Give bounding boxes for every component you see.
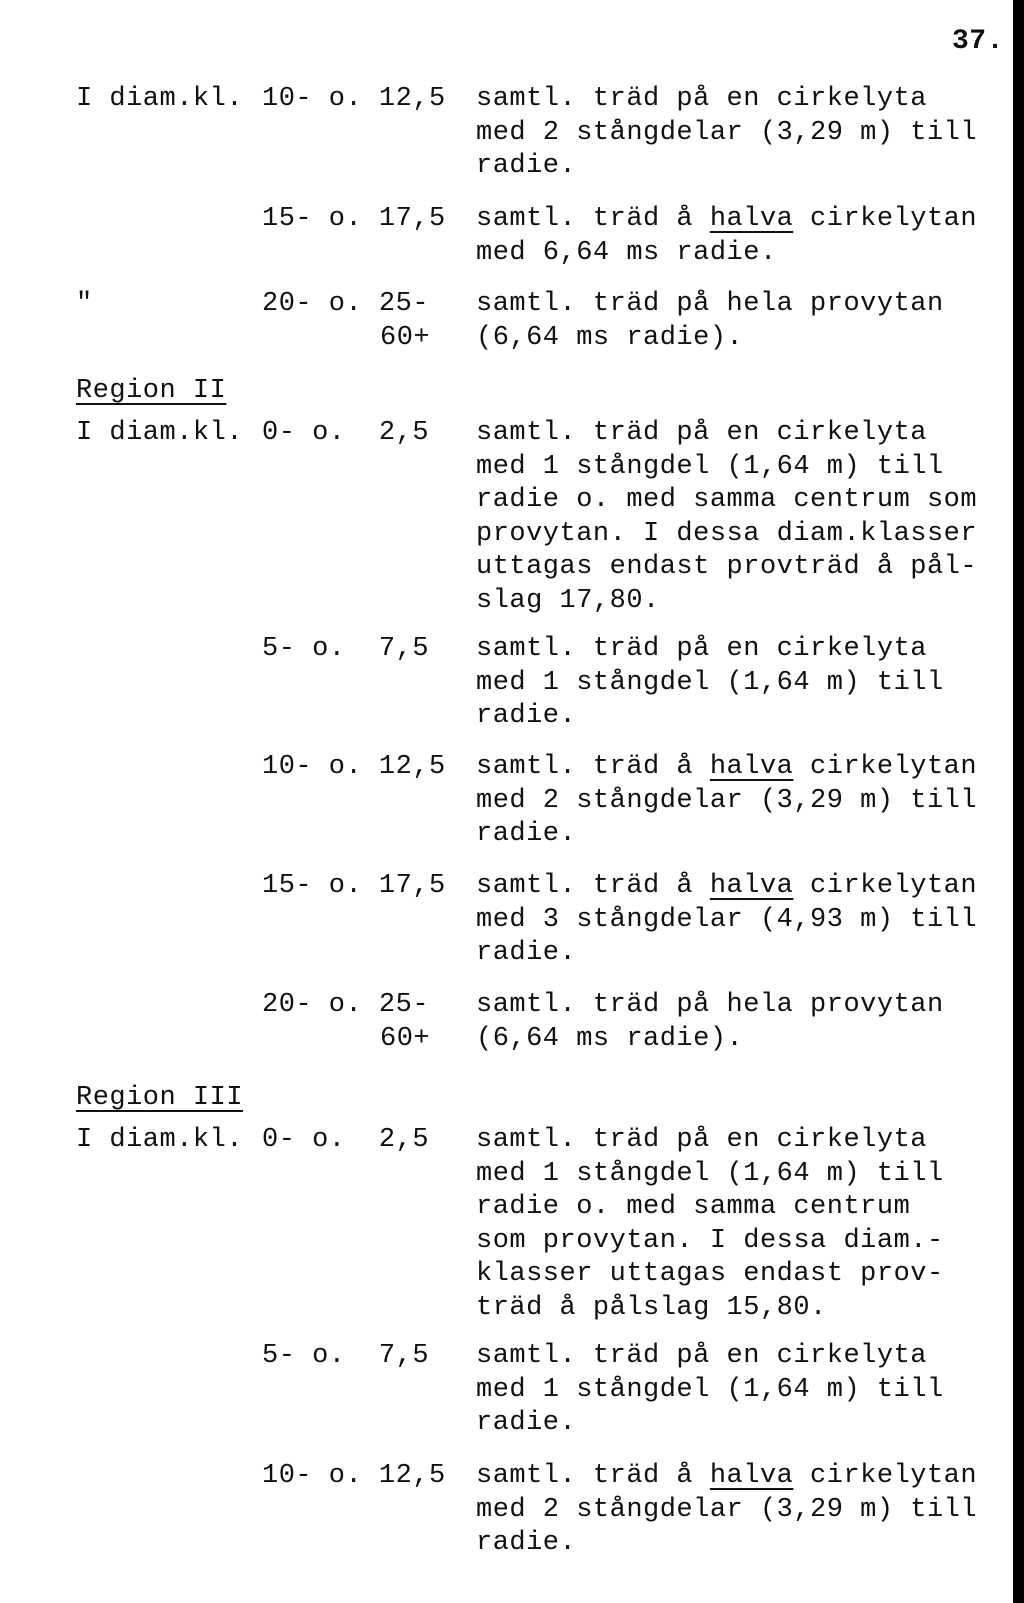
description-line: samtl. träd å halva cirkelytan [476, 204, 978, 234]
description-line: radie. [476, 701, 577, 731]
diameter-range: 15- o. 17,5 [262, 204, 446, 234]
underlined-word: halva [709, 871, 794, 901]
description-line: radie. [476, 1528, 577, 1558]
description-line: med 1 stångdel (1,64 m) till [476, 451, 944, 482]
description-line: provytan. I dessa diam.klasser [476, 518, 978, 549]
description-line: träd å pålslag 15,80. [476, 1292, 827, 1323]
description-line: radie. [476, 1408, 577, 1438]
row-class-label: I diam.kl. [76, 418, 244, 448]
diameter-range: 0- o. 2,5 [262, 1125, 430, 1155]
diameter-range-upper: 60+ [380, 1023, 431, 1054]
description-line: med 2 stångdelar (3,29 m) till [476, 1494, 978, 1525]
region-heading: Region III [76, 1083, 244, 1113]
diameter-range: 0- o. 2,5 [262, 418, 430, 448]
description-line: med 1 stångdel (1,64 m) till [476, 1158, 944, 1189]
description-line: med 1 stångdel (1,64 m) till [476, 1374, 944, 1405]
description-line: samtl. träd å halva cirkelytan [476, 1461, 978, 1491]
underlined-word: halva [709, 752, 794, 782]
description-line: samtl. träd å halva cirkelytan [476, 871, 978, 901]
diameter-range: 20- o. 25- [262, 289, 430, 319]
diameter-range: 5- o. 7,5 [262, 634, 430, 664]
description-line: uttagas endast provträd å pål- [476, 552, 978, 582]
description-line: med 2 stångdelar (3,29 m) till [476, 785, 978, 816]
description-line: med 2 stångdelar (3,29 m) till [476, 117, 978, 148]
description-line: samtl. träd på hela provytan [476, 289, 944, 319]
diameter-range: 10- o. 12,5 [262, 1461, 446, 1491]
description-line: radie o. med samma centrum [476, 1192, 911, 1222]
description-line: radie. [476, 819, 577, 849]
description-line: radie. [476, 938, 577, 968]
diameter-range: 10- o. 12,5 [262, 752, 446, 782]
description-line: samtl. träd på hela provytan [476, 990, 944, 1020]
description-line: radie. [476, 151, 577, 181]
description-line: radie o. med samma centrum som [476, 485, 978, 515]
description-line: med 6,64 ms radie. [476, 237, 777, 268]
description-line: samtl. träd på en cirkelyta [476, 634, 927, 664]
description-line: samtl. träd på en cirkelyta [476, 84, 927, 114]
underlined-word: halva [709, 204, 794, 234]
description-line: (6,64 ms radie). [476, 322, 744, 353]
region-heading: Region II [76, 376, 227, 406]
description-line: klasser uttagas endast prov- [476, 1259, 944, 1289]
description-line: samtl. träd på en cirkelyta [476, 1341, 927, 1371]
description-line: (6,64 ms radie). [476, 1023, 744, 1054]
diameter-range-upper: 60+ [380, 322, 431, 353]
underlined-word: halva [709, 1461, 794, 1491]
diameter-range: 5- o. 7,5 [262, 1341, 430, 1371]
description-line: slag 17,80. [476, 585, 660, 616]
diameter-range: 10- o. 12,5 [262, 84, 446, 114]
page-number: 37. [952, 26, 1004, 57]
diameter-range: 20- o. 25- [262, 990, 430, 1020]
description-line: med 3 stångdelar (4,93 m) till [476, 904, 978, 935]
description-line: samtl. träd på en cirkelyta [476, 418, 927, 448]
description-line: samtl. träd å halva cirkelytan [476, 752, 978, 782]
diameter-range: 15- o. 17,5 [262, 871, 446, 901]
row-class-label: " [76, 289, 93, 319]
description-line: samtl. träd på en cirkelyta [476, 1125, 927, 1155]
description-line: med 1 stångdel (1,64 m) till [476, 667, 944, 698]
row-class-label: I diam.kl. [76, 1125, 244, 1155]
row-class-label: I diam.kl. [76, 84, 244, 114]
description-line: som provytan. I dessa diam.- [476, 1225, 944, 1256]
